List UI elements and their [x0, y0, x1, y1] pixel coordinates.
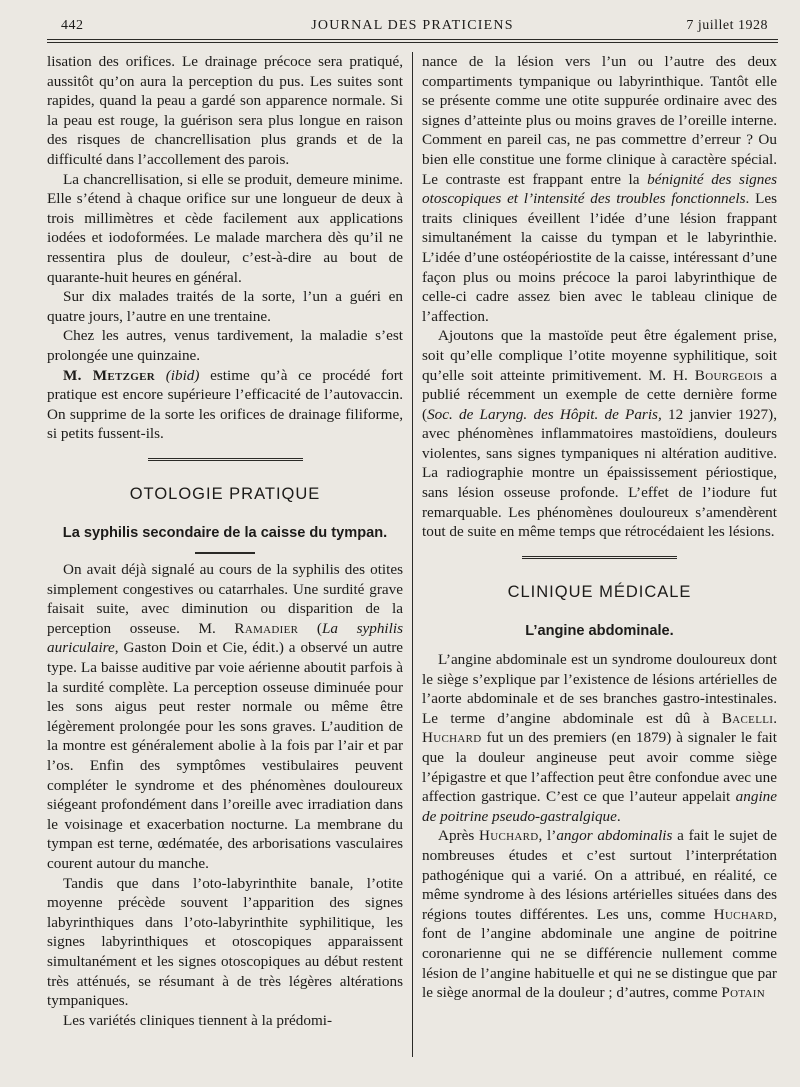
paragraph: Tandis que dans l’oto-labyrinthite banale, l’otite moyenne précède souvent l’apparition des signes labyrinthiques dans l’oto-labyrinthite syphilitique, les signes labyrinthiques et otoscopiques apparaissent simultanément et les signes otoscopiques au début restent très atténués, se résumant à de très légères altérations tympaniques. — [47, 874, 403, 1010]
author-name: Huchard — [479, 827, 539, 845]
section-title: OTOLOGIE PRATIQUE — [129, 484, 321, 503]
paragraph: Après Huchard, l’angor abdominalis a fait le sujet de nombreuses études et c’est surtout l’interprétation pathogénique qui a varié. On a attribué, en réalité, ce même syndrome à des lésions artérielles situées dans des régions toutes différentes. Les uns, comme Huchard, font de l’angine abdominale une angine de poitrine coronarienne qui ne se différencie nullement comme lésion de l’angine habituelle et qui ne se distingue que par le siège anormal de la douleur ; d’autres, comme Potain — [422, 827, 777, 1002]
column-divider — [412, 52, 413, 1057]
article-title: La syphilis secondaire de la caisse du tympan. — [62, 525, 388, 542]
author-name: Potain — [721, 984, 766, 1002]
paragraph: Chez les autres, venus tardivement, la maladie s’est prolongée une quinzaine. — [47, 327, 403, 364]
paragraph: La chancrellisation, si elle se produit, demeure minime. Elle s’étend à chaque orifice sur une longueur de deux à trois millimètres et cède facilement aux applications iodées et iodoformées. Le malade marchera dès qu’il ne ressentira plus de douleur, c’est-à-dire au bout de quarante-huit heures en général. — [47, 170, 403, 286]
page-number: 442 — [61, 18, 84, 33]
section-rule — [522, 556, 677, 561]
running-head — [47, 16, 778, 36]
issue-date: 7 juillet 1928 — [686, 18, 768, 33]
right-column — [422, 52, 777, 1003]
paragraph: lisation des orifices. Le drainage précoce sera pratiqué, aussitôt qu’on aura la perception du pus. Les suites sont rapides, quand la peau a gardé son apparence normale. Si la peau est rouge, la guérison sera plus longue en raison des risques de chancrellisation plus grands et de la difficulté dans l’accollement des parois. — [47, 53, 403, 168]
book-title: La syphilis auriculaire — [47, 619, 404, 657]
section-rule — [148, 458, 303, 463]
author-name: Ramadier — [234, 619, 299, 637]
author-name: M. Metzger — [63, 366, 156, 384]
emphasis: angor abdominalis — [556, 827, 673, 845]
emphasis: angine de poitrine pseudo-gastralgique — [422, 788, 777, 825]
paragraph: M. Metzger (ibid) estime qu’à ce procédé fort pratique est encore supérieure l’efficacité de l’autovaccin. On supprime de la sorte les orifices de drainage filiforme, si petits fussent-ils. — [47, 366, 403, 443]
author-name: Bourgeois — [694, 366, 764, 384]
section-title: CLINIQUE MÉDICALE — [507, 582, 692, 601]
journal-title: JOURNAL DES PRATICIENS — [311, 18, 514, 33]
header-rule — [47, 39, 778, 40]
paragraph: Les variétés cliniques tiennent à la prédomi- — [63, 1011, 333, 1029]
header-rule-double — [47, 42, 778, 43]
article-title: L’angine abdominale. — [525, 623, 674, 640]
author-name: Huchard — [422, 729, 482, 747]
reference: Soc. de Laryng. des Hôpit. de Paris, — [427, 405, 662, 423]
emphasis: bénignité des signes otoscopiques et l’intensité des troubles fonctionnels — [422, 170, 777, 208]
paragraph: On avait déjà signalé au cours de la syphilis des otites simplement congestives ou catarrhales. Une surdité grave faisait suite, avec diminution ou disparition de la perception osseuse. M. Ramadier (La syphilis auriculaire, Gaston Doin et Cie, édit.) a observé un autre type. La baisse auditive par voie aérienne aboutit parfois à la surdité complète. La perception osseuse diminuée pour les sons aigus peut rester normale ou même être légèrement prolongée pour les sons graves. L’audition de la montre est généralement abolie à la fois par l’air et par l’os. Enfin des symptômes vestibulaires peuvent compléter le syndrome et des phénomènes douloureux siégeant profondément dans l’oreille avec irradiation dans le voisinage et exacerbation nocturne. La membrane du tympan est terne, œdématée, des arborisations vasculaires courent autour du manche. — [47, 561, 404, 872]
paragraph: Ajoutons que la mastoïde peut être également prise, soit qu’elle complique l’otite moyenne syphilitique, soit qu’elle soit atteinte primitivement. M. H. Bourgeois a publié récemment un exemple de cette dernière forme (Soc. de Laryng. des Hôpit. de Paris, 12 janvier 1927), avec phénomènes inflammatoires mastoïdiens, douleurs violentes, sans signes tympaniques ni altération auditive. La radiographie montre un épaississement périostique, sans lésion osseuse profonde. L’effet de l’iodure fut remarquable. Les phénomènes douloureux s’amendèrent tout de suite en même temps que rétrocédaient les lésions. — [422, 327, 777, 541]
reference: (ibid) — [165, 366, 200, 384]
author-name: Huchard — [713, 905, 774, 923]
paragraph: L’angine abdominale est un syndrome douloureux dont le siège s’explique par l’existence de lésions artérielles de l’aorte abdominale et de ses branches gastro-intestinales. Le terme d’angine abdominale est dû à Bacelli. Huchard fut un des premiers (en 1879) à signaler le fait que la douleur angineuse peut avoir comme siège l’épigastre et que l’affection peut être confondue avec une affection gastrique. C’est ce que l’auteur appelait angine de poitrine pseudo-gastralgique. — [422, 651, 777, 825]
paragraph: Sur dix malades traités de la sorte, l’un a guéri en quatre jours, l’autre en une trentaine. — [47, 288, 403, 325]
title-rule — [195, 552, 255, 554]
paragraph: nance de la lésion vers l’un ou l’autre des deux compartiments tympanique ou labyrinthique. Tantôt elle se présente comme une otite suppurée ordinaire avec des signes d’atteinte plus ou moins graves de l’oreille interne. Comment en pareil cas, ne pas commettre d’erreur ? Ou bien elle constitue une forme clinique à caractère spécial. Le contraste est frappant entre la bénignité des signes otoscopiques et l’intensité des troubles fonctionnels. Les traits cliniques éveillent l’idée d’une lésion frappant simultanément la caisse du tympan et le labyrinthie. L’idée d’une ostéopériostite de la caisse, intéressant d’une façon plus ou moins précoce la paroi labyrinthique de celle-ci cadre assez bien avec le tableau clinique de l’affection. — [422, 53, 778, 325]
left-column — [47, 52, 403, 1030]
author-name: Bacelli — [721, 709, 774, 727]
